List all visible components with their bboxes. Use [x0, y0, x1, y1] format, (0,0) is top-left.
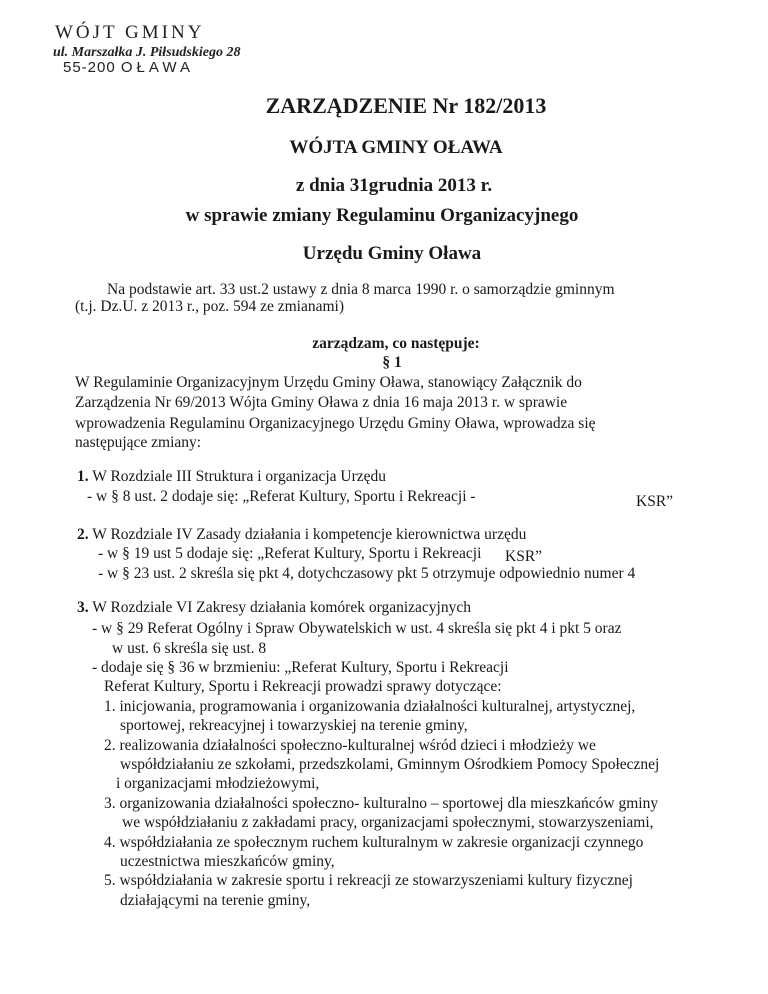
intro-line2: Zarządzenia Nr 69/2013 Wójta Gminy Oława z dnia 16 maja 2013 r. w sprawie	[75, 394, 568, 411]
item2-line2: - w § 19 ust 5 dodaje się: „Referat Kultury, Sportu i Rekreacji	[98, 545, 482, 562]
item3-line3: w ust. 6 skreśla się ust. 8	[112, 640, 267, 657]
basis-line1: Na podstawie art. 33 ust.2 ustawy z dnia 8 marca 1990 r. o samorządzie gminnym	[107, 281, 615, 298]
stamp-street: ul. Marszałka J. Piłsudskiego 28	[53, 45, 241, 60]
item3-line2: - w § 29 Referat Ogólny i Spraw Obywatelskich w ust. 4 skreśla się pkt 4 i pkt 5 oraz	[92, 620, 622, 637]
document-subject-line2: Urzędu Gminy Oława	[302, 243, 482, 264]
item2	[77, 526, 526, 544]
document-subtitle: WÓJTA GMINY OŁAWA	[289, 137, 503, 158]
decree-statement: zarządzam, co następuje:	[312, 335, 480, 352]
item3-line4: - dodaje się § 36 w brzmieniu: „Referat Kultury, Sportu i Rekreacji	[92, 659, 509, 676]
document-subject-line1: w sprawie zmiany Regulaminu Organizacyjnego	[185, 205, 579, 226]
list-item: działającymi na terenie gminy,	[120, 892, 311, 909]
stamp-postcode: 55-200	[63, 59, 116, 76]
item2-line1: W Rozdziale IV Zasady działania i kompetencje kierownictwa urzędu	[92, 526, 527, 543]
item3-number: 3.	[77, 599, 89, 616]
stamp-city: OŁAWA	[120, 59, 194, 76]
item3-line1: W Rozdziale VI Zakresy działania komórek organizacyjnych	[92, 599, 471, 616]
item1-number: 1.	[77, 468, 89, 485]
intro-line1: W Regulaminie Organizacyjnym Urzędu Gminy Oława, stanowiący Załącznik do	[75, 374, 582, 391]
intro-line3: wprowadzenia Regulaminu Organizacyjnego Urzędu Gminy Oława, wprowadza się	[75, 415, 596, 432]
stamp-address	[63, 59, 194, 76]
item2-line3: - w § 23 ust. 2 skreśla się pkt 4, dotychczasowy pkt 5 otrzymuje odpowiednio numer 4	[98, 565, 636, 582]
item3-line5: Referat Kultury, Sportu i Rekreacji prowadzi sprawy dotyczące:	[104, 678, 502, 695]
list-item: sportowej, rekreacyjnej i towarzyskiej na terenie gminy,	[120, 717, 468, 734]
list-item: 2. realizowania działalności społeczno-kulturalnej wśród dzieci i młodzieży we	[104, 737, 596, 754]
list-item: 5. współdziałania w zakresie sportu i rekreacji ze stowarzyszeniami kultury fizycznej	[104, 872, 633, 889]
document-date: z dnia 31grudnia 2013 r.	[295, 175, 493, 196]
list-item: we współdziałaniu z zakładami pracy, organizacjami społecznymi, stowarzyszeniami,	[122, 814, 654, 831]
item1	[77, 468, 386, 486]
basis-line2: (t.j. Dz.U. z 2013 r., poz. 594 ze zmianami)	[75, 298, 345, 315]
list-item: 4. współdziałania ze społecznym ruchem kulturalnym w zakresie organizacji czynnego	[104, 834, 644, 851]
document-title: ZARZĄDZENIE Nr 182/2013	[265, 93, 547, 118]
item2-code: KSR”	[505, 548, 543, 565]
list-item: 1. inicjowania, programowania i organizowania działalności kulturalnej, artystycznej,	[104, 698, 636, 715]
list-item: i organizacjami młodzieżowymi,	[116, 775, 320, 792]
stamp-title: WÓJT GMINY	[55, 22, 205, 43]
section-heading: § 1	[382, 354, 402, 371]
list-item: współdziałaniu ze szkołami, przedszkolami, Gminnym Ośrodkiem Pomocy Społecznej	[120, 756, 660, 773]
list-item: uczestnictwa mieszkańców gminy,	[120, 853, 335, 870]
item1-line1: W Rozdziale III Struktura i organizacja Urzędu	[92, 468, 387, 485]
item2-number: 2.	[77, 526, 89, 543]
item1-code: KSR”	[636, 493, 674, 510]
item3	[77, 599, 471, 617]
list-item: 3. organizowania działalności społeczno- kulturalno – sportowej dla mieszkańców gminy	[104, 795, 659, 812]
intro-line4: następujące zmiany:	[75, 434, 202, 451]
item1-line2: - w § 8 ust. 2 dodaje się: „Referat Kultury, Sportu i Rekreacji -	[87, 488, 476, 505]
